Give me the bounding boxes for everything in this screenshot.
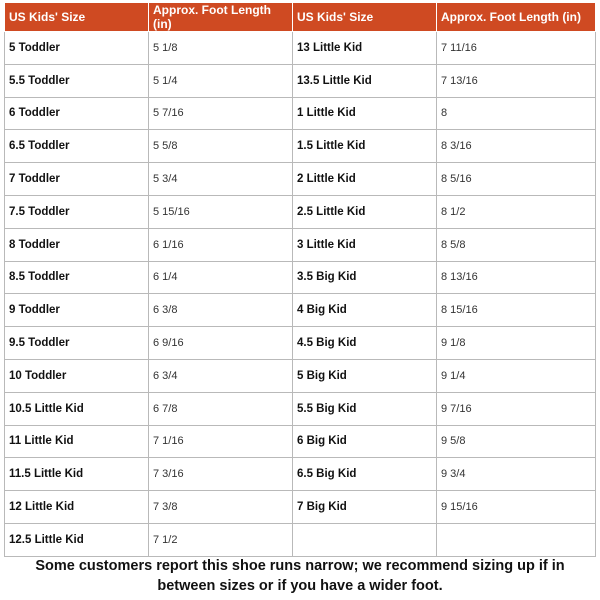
table-row xyxy=(5,97,596,130)
foot-length-cell: 7 1/16 xyxy=(149,425,293,458)
header-length-right: Approx. Foot Length (in) xyxy=(437,3,596,32)
table-row xyxy=(5,359,596,392)
foot-length-cell: 8 5/16 xyxy=(437,163,596,196)
foot-length-cell: 7 11/16 xyxy=(437,32,596,65)
foot-length-cell: 5 1/8 xyxy=(149,32,293,65)
foot-length-cell: 5 7/16 xyxy=(149,97,293,130)
size-cell: 11 Little Kid xyxy=(5,425,149,458)
foot-length-cell: 6 7/8 xyxy=(149,392,293,425)
size-cell: 6.5 Toddler xyxy=(5,130,149,163)
table-row xyxy=(5,392,596,425)
table-row xyxy=(5,32,596,65)
size-cell: 4.5 Big Kid xyxy=(293,327,437,360)
size-cell: 11.5 Little Kid xyxy=(5,458,149,491)
foot-length-cell: 9 15/16 xyxy=(437,491,596,524)
size-cell: 2 Little Kid xyxy=(293,163,437,196)
size-cell: 13 Little Kid xyxy=(293,32,437,65)
size-cell: 8.5 Toddler xyxy=(5,261,149,294)
table-row xyxy=(5,261,596,294)
foot-length-cell: 5 15/16 xyxy=(149,195,293,228)
foot-length-cell: 6 9/16 xyxy=(149,327,293,360)
table-row xyxy=(5,458,596,491)
table-row xyxy=(5,294,596,327)
foot-length-cell: 8 15/16 xyxy=(437,294,596,327)
size-cell: 6 Toddler xyxy=(5,97,149,130)
size-cell: 12.5 Little Kid xyxy=(5,523,149,556)
size-chart xyxy=(4,3,595,557)
size-cell: 5 Big Kid xyxy=(293,359,437,392)
foot-length-cell: 8 xyxy=(437,97,596,130)
table-row xyxy=(5,425,596,458)
size-cell: 4 Big Kid xyxy=(293,294,437,327)
size-cell: 7.5 Toddler xyxy=(5,195,149,228)
table-row xyxy=(5,64,596,97)
header-length-left: Approx. Foot Length (in) xyxy=(149,3,293,32)
foot-length-cell: 8 13/16 xyxy=(437,261,596,294)
size-cell: 13.5 Little Kid xyxy=(293,64,437,97)
size-cell: 8 Toddler xyxy=(5,228,149,261)
size-cell: 9.5 Toddler xyxy=(5,327,149,360)
sizing-note-line-2: between sizes or if you have a wider foot. xyxy=(157,578,443,594)
foot-length-cell: 8 5/8 xyxy=(437,228,596,261)
size-cell: 1.5 Little Kid xyxy=(293,130,437,163)
size-cell: 5 Toddler xyxy=(5,32,149,65)
foot-length-cell: 5 5/8 xyxy=(149,130,293,163)
size-cell xyxy=(293,523,437,556)
table-row xyxy=(5,130,596,163)
foot-length-cell: 7 3/16 xyxy=(149,458,293,491)
foot-length-cell: 5 3/4 xyxy=(149,163,293,196)
size-cell: 7 Toddler xyxy=(5,163,149,196)
size-cell: 7 Big Kid xyxy=(293,491,437,524)
foot-length-cell: 8 3/16 xyxy=(437,130,596,163)
header-row xyxy=(5,3,596,32)
sizing-note xyxy=(0,556,600,596)
size-cell: 10.5 Little Kid xyxy=(5,392,149,425)
size-cell: 3.5 Big Kid xyxy=(293,261,437,294)
foot-length-cell xyxy=(437,523,596,556)
foot-length-cell: 9 1/4 xyxy=(437,359,596,392)
size-cell: 3 Little Kid xyxy=(293,228,437,261)
size-cell: 6.5 Big Kid xyxy=(293,458,437,491)
size-cell: 6 Big Kid xyxy=(293,425,437,458)
table-row xyxy=(5,228,596,261)
foot-length-cell: 7 1/2 xyxy=(149,523,293,556)
foot-length-cell: 6 1/16 xyxy=(149,228,293,261)
foot-length-cell: 9 3/4 xyxy=(437,458,596,491)
foot-length-cell: 9 7/16 xyxy=(437,392,596,425)
size-table xyxy=(4,3,596,557)
foot-length-cell: 6 1/4 xyxy=(149,261,293,294)
foot-length-cell: 8 1/2 xyxy=(437,195,596,228)
foot-length-cell: 7 3/8 xyxy=(149,491,293,524)
foot-length-cell: 6 3/8 xyxy=(149,294,293,327)
foot-length-cell: 7 13/16 xyxy=(437,64,596,97)
header-size-left: US Kids' Size xyxy=(5,3,149,32)
sizing-note-line-1: Some customers report this shoe runs narrow; we recommend sizing up if in xyxy=(35,558,565,574)
table-row xyxy=(5,195,596,228)
size-cell: 10 Toddler xyxy=(5,359,149,392)
size-cell: 12 Little Kid xyxy=(5,491,149,524)
table-row xyxy=(5,163,596,196)
size-cell: 5.5 Toddler xyxy=(5,64,149,97)
size-cell: 2.5 Little Kid xyxy=(293,195,437,228)
table-row xyxy=(5,327,596,360)
foot-length-cell: 9 5/8 xyxy=(437,425,596,458)
size-cell: 9 Toddler xyxy=(5,294,149,327)
size-cell: 1 Little Kid xyxy=(293,97,437,130)
foot-length-cell: 5 1/4 xyxy=(149,64,293,97)
foot-length-cell: 9 1/8 xyxy=(437,327,596,360)
table-row xyxy=(5,523,596,556)
size-cell: 5.5 Big Kid xyxy=(293,392,437,425)
header-size-right: US Kids' Size xyxy=(293,3,437,32)
foot-length-cell: 6 3/4 xyxy=(149,359,293,392)
table-row xyxy=(5,491,596,524)
